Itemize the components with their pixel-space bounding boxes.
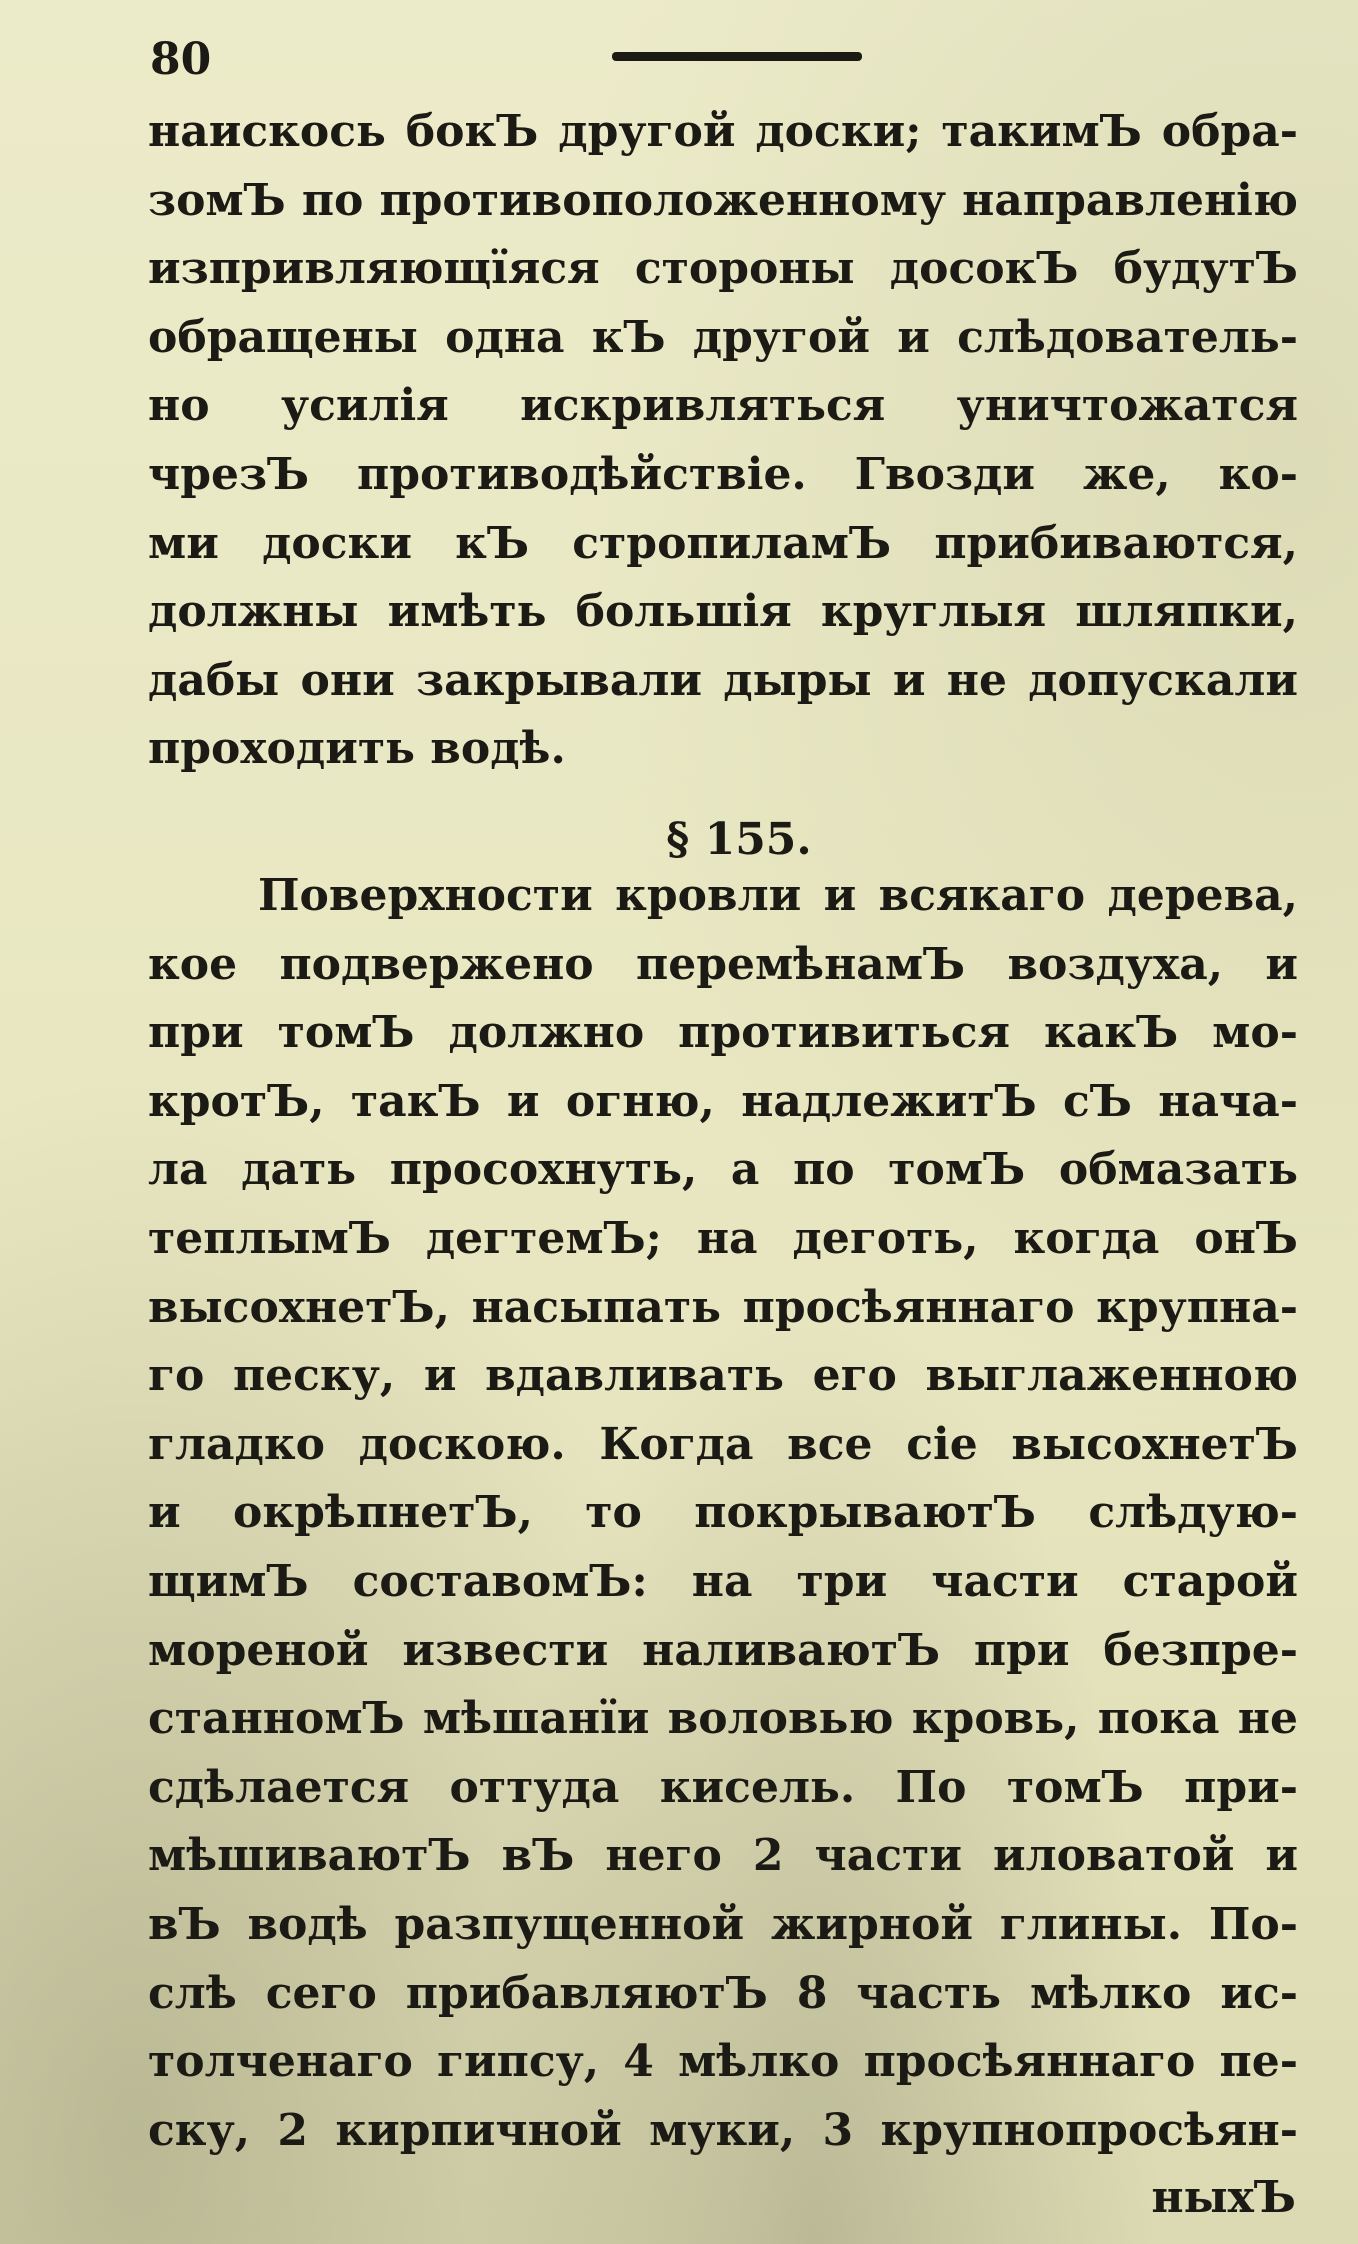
text-line: чрезЪ противодѣйствіе. Гвозди же, ко- <box>148 448 1298 500</box>
text-line: проходить водѣ. <box>148 723 566 775</box>
text-line: но усилія искривляться уничтожатся <box>148 380 1298 432</box>
page-number: 80 <box>150 34 212 85</box>
text-line: должны имѣть большія круглыя шляпки, <box>148 586 1298 638</box>
text-line: мореной извести наливаютЪ при безпре- <box>148 1624 1298 1676</box>
text-line: наискось бокЪ другой доски; такимЪ обра- <box>148 106 1298 157</box>
text-line: мѣшиваютЪ вЪ него 2 части иловатой и <box>148 1830 1298 1882</box>
header-rule <box>612 52 862 61</box>
paragraph-continued <box>148 98 1298 784</box>
text-line: кротЪ, такЪ и огню, надлежитЪ сЪ нача- <box>148 1075 1298 1127</box>
text-line: высохнетЪ, насыпать просѣяннаго крупна- <box>148 1281 1298 1333</box>
text-line: щимЪ составомЪ: на три части старой <box>148 1555 1298 1607</box>
text-line: толченаго гипсу, 4 мѣлко просѣяннаго пе- <box>148 2036 1298 2088</box>
text-line: станномЪ мѣшанїи воловью кровь, пока не <box>148 1693 1298 1745</box>
text-line: го песку, и вдавливать его выглаженною <box>148 1350 1298 1402</box>
text-line: вЪ водѣ разпущенной жирной глины. По- <box>148 1898 1298 1950</box>
text-line: гладко доскою. Когда все сіе высохнетЪ <box>148 1418 1298 1470</box>
catchword: ныхЪ <box>1151 2172 1296 2223</box>
text-line: теплымЪ дегтемЪ; на деготь, когда онЪ <box>148 1212 1298 1264</box>
text-line: обращены одна кЪ другой и слѣдователь- <box>148 311 1298 363</box>
section-number: § 155. <box>666 814 812 865</box>
text-line: слѣ сего прибавляютЪ 8 часть мѣлко ис- <box>148 1967 1298 2019</box>
text-line: ску, 2 кирпичной муки, 3 крупнопросѣян- <box>148 2104 1298 2156</box>
paragraph-section-155 <box>148 862 1298 2165</box>
text-line: при томЪ должно противиться какЪ мо- <box>148 1007 1298 1059</box>
text-line: и окрѣпнетЪ, то покрываютЪ слѣдую- <box>148 1487 1298 1539</box>
text-line: ла дать просохнуть, а по томЪ обмазать <box>148 1144 1298 1196</box>
text-line: сдѣлается оттуда кисель. По томЪ при- <box>148 1761 1298 1813</box>
text-line: дабы они закрывали дыры и не допускали <box>148 654 1298 706</box>
text-line: Поверхности кровли и всякаго дерева, <box>258 870 1298 921</box>
text-line: ми доски кЪ стропиламЪ прибиваются, <box>148 517 1298 569</box>
text-line: изпривляющїяся стороны досокЪ будутЪ <box>148 243 1298 295</box>
text-line: зомЪ по противоположенному направленію <box>148 174 1298 226</box>
text-line: кое подвержено перемѣнамЪ воздуха, и <box>148 938 1298 990</box>
